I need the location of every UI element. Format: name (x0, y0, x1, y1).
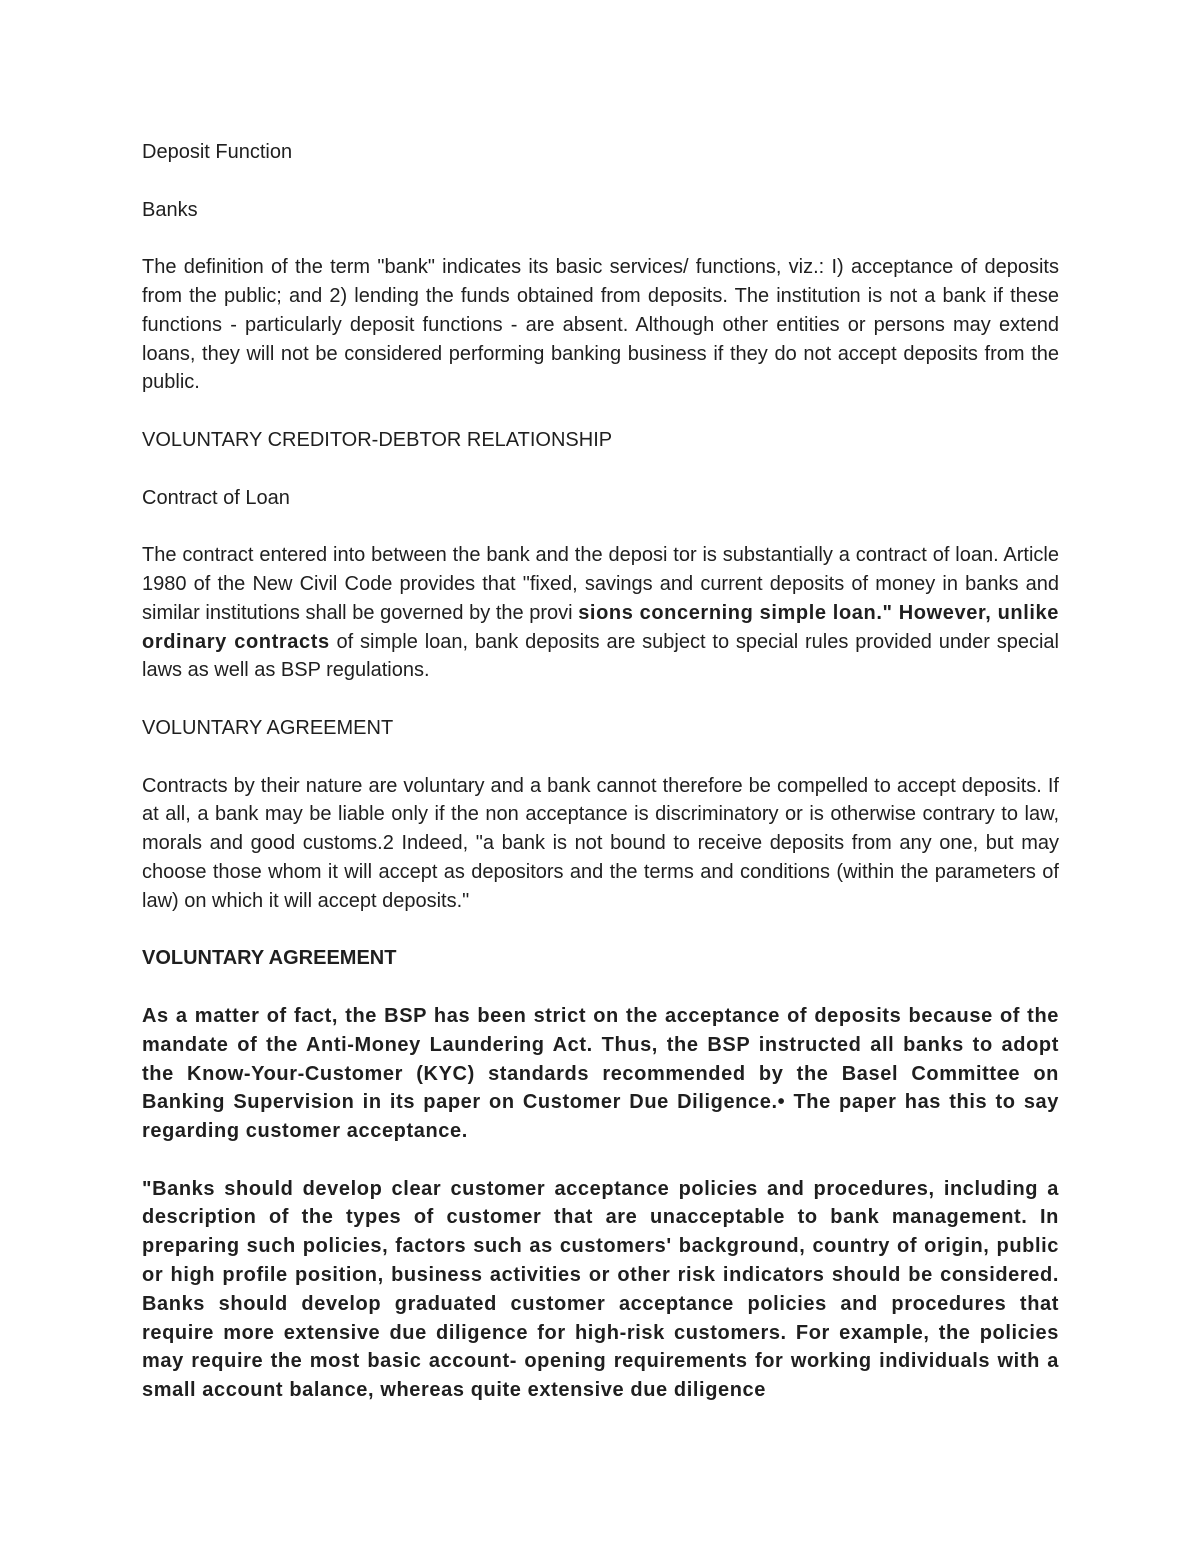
paragraph-text: The contract entered into between the bank and the deposi tor is substantially a contract of loan. Article 1980 of the New Civil Code provides that "fixed, savings and current deposits of money in banks and similar institutions shall be governed by the provi (142, 544, 1059, 624)
section-heading-voluntary-agreement-bold: VOLUNTARY AGREEMENT (142, 947, 397, 970)
paragraph-bold-text: sions concerning simple loan." However, unlike ordinary contracts (142, 601, 1059, 653)
section-heading-contract-of-loan: Contract of Loan (142, 486, 290, 509)
paragraph-voluntary-contracts: Contracts by their nature are voluntary and a bank cannot therefore be compelled to accept deposits. If at all, a bank may be liable only if the non acceptance is discriminatory or is otherwise contrary to law, morals and good customs.2 Indeed, "a bank is not bound to receive deposits from any one, but may choose those whom it will accept as depositors and the terms and conditions (within the parameters of law) on which it will accept deposits." (142, 774, 1059, 912)
paragraph-text: of simple loan, bank deposits are subject to special rules provided under special laws as well as BSP regulations. (142, 630, 1060, 682)
section-heading-creditor-debtor: VOLUNTARY CREDITOR-DEBTOR RELATIONSHIP (142, 428, 613, 451)
document-title: Deposit Function (142, 141, 293, 163)
section-heading-voluntary-agreement: VOLUNTARY AGREEMENT (142, 716, 394, 739)
paragraph-contract-of-loan (142, 541, 1059, 685)
section-heading-banks: Banks (142, 198, 198, 221)
document-page (142, 138, 1059, 1434)
paragraph-customer-acceptance-quote: "Banks should develop clear customer acceptance policies and procedures, including a description of the types of customer that are unacceptable to bank management. In preparing such policies, factors such as customers' background, country of origin, public or high profile position, business activities or other risk indicators should be considered. Banks should develop graduated customer acceptance policies and procedures that require more extensive due diligence for high-risk customers. For example, the policies may require the most basic account- opening requirements for working individuals with a small account balance, whereas quite extensive due diligence (142, 1177, 1059, 1402)
paragraph-bsp-kyc: As a matter of fact, the BSP has been strict on the acceptance of deposits because of the mandate of the Anti-Money Laundering Act. Thus, the BSP instructed all banks to adopt the Know-Your-Customer (KYC) standards recommended by the Basel Committee on Banking Supervision in its paper on Customer Due Diligence.• The paper has this to say regarding customer acceptance. (142, 1004, 1059, 1143)
paragraph-bank-definition: The definition of the term "bank" indicates its basic services/ functions, viz.: I) acceptance of deposits from the public; and 2) lending the funds obtained from deposits. The institution is not a bank if these functions - particularly deposit functions - are absent. Although other entities or persons may extend loans, they will not be considered performing banking business if they do not accept deposits from the public. (142, 256, 1059, 394)
